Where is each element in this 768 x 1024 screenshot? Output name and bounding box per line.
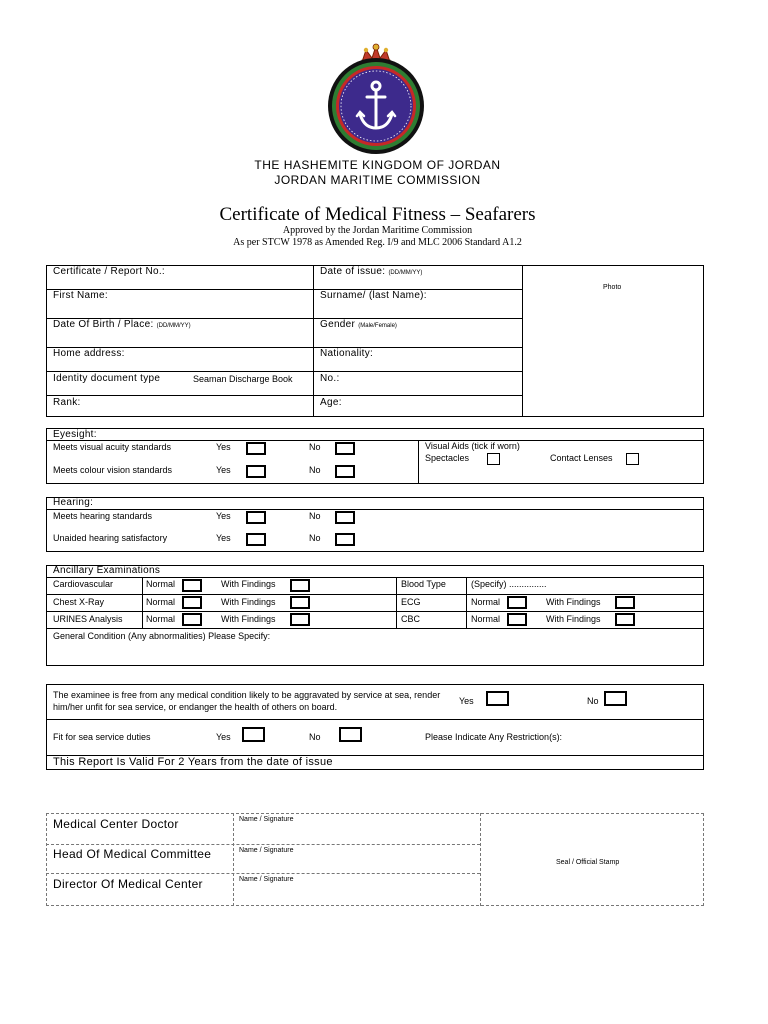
cardiovascular-findings-checkbox[interactable]	[290, 579, 310, 592]
spectacles-checkbox[interactable]	[487, 453, 500, 465]
cardiovascular-findings-label: With Findings	[221, 579, 276, 589]
urines-label: URINES Analysis	[53, 614, 123, 624]
cbc-label: CBC	[401, 614, 421, 624]
date-of-issue-label: Date of issue: (DD/MM/YY)	[320, 266, 423, 277]
urines-findings-checkbox[interactable]	[290, 613, 310, 626]
visual-acuity-yes-label: Yes	[216, 442, 231, 452]
approval-line: Approved by the Jordan Maritime Commission	[282, 225, 473, 236]
nationality-label: Nationality:	[320, 348, 374, 359]
fit-for-duty-label: Fit for sea service duties	[53, 732, 151, 742]
cbc-normal-label: Normal	[471, 614, 501, 624]
unaided-hearing-label: Unaided hearing satisfactory	[53, 533, 168, 543]
fit-for-duty-yes-label: Yes	[216, 732, 231, 742]
certificate-no-label: Certificate / Report No.:	[53, 266, 165, 277]
contact-lenses-label: Contact Lenses	[550, 453, 613, 463]
urines-normal-label: Normal	[146, 614, 176, 624]
examinee-statement: The examinee is free from any medical condition likely to be aggravated by service at sea, render him/her unfit for sea service, or endanger the health of others on board.	[53, 690, 441, 712]
seal-official-stamp-area: Seal / Official Stamp	[556, 859, 620, 866]
general-condition-label: General Condition (Any abnormalities) Please Specify:	[53, 631, 271, 641]
examinee-no-checkbox[interactable]	[604, 691, 627, 706]
eyesight-title: Eyesight:	[53, 429, 97, 440]
visual-aids-label: Visual Aids (tick if worn)	[425, 441, 520, 451]
validity-note: This Report Is Valid For 2 Years from the date of issue	[53, 756, 333, 768]
id-doc-type-value: Seaman Discharge Book	[193, 374, 293, 384]
chest-xray-label: Chest X-Ray	[53, 597, 105, 607]
examinee-no-label: No	[587, 696, 599, 706]
blood-type-label: Blood Type	[401, 579, 446, 589]
medical-center-doctor-label: Medical Center Doctor	[53, 817, 179, 831]
head-medical-committee-label: Head Of Medical Committee	[53, 847, 212, 861]
first-name-label: First Name:	[53, 290, 108, 301]
cbc-findings-label: With Findings	[546, 614, 601, 624]
unaided-hearing-no-label: No	[309, 533, 321, 543]
ancillary-title: Ancillary Examinations	[53, 565, 161, 576]
hearing-standards-no-checkbox[interactable]	[335, 511, 355, 524]
urines-normal-checkbox[interactable]	[182, 613, 202, 626]
visual-acuity-no-checkbox[interactable]	[335, 442, 355, 455]
commission-line: JORDAN MARITIME COMMISSION	[274, 173, 481, 187]
examinee-yes-checkbox[interactable]	[486, 691, 509, 706]
cbc-findings-checkbox[interactable]	[615, 613, 635, 626]
hearing-standards-yes-checkbox[interactable]	[246, 511, 266, 524]
jordan-maritime-commission-emblem	[322, 42, 430, 154]
colour-vision-label: Meets colour vision standards	[53, 465, 173, 475]
ancillary-section	[46, 565, 704, 666]
gender-label: Gender (Male/Female)	[320, 319, 397, 330]
age-label: Age:	[320, 397, 342, 408]
cardiovascular-normal-label: Normal	[146, 579, 176, 589]
chest-xray-normal-label: Normal	[146, 597, 176, 607]
chest-xray-findings-label: With Findings	[221, 597, 276, 607]
urines-findings-label: With Findings	[221, 614, 276, 624]
visual-acuity-yes-checkbox[interactable]	[246, 442, 266, 455]
hearing-standards-yes-label: Yes	[216, 511, 231, 521]
surname-label: Surname/ (last Name):	[320, 290, 427, 301]
cardiovascular-label: Cardiovascular	[53, 579, 114, 589]
country-line: THE HASHEMITE KINGDOM OF JORDAN	[254, 158, 501, 172]
chest-xray-normal-checkbox[interactable]	[182, 596, 202, 609]
ecg-normal-checkbox[interactable]	[507, 596, 527, 609]
visual-acuity-no-label: No	[309, 442, 321, 452]
contact-lenses-checkbox[interactable]	[626, 453, 639, 465]
page-title: Certificate of Medical Fitness – Seafarers	[219, 204, 536, 225]
ecg-findings-label: With Findings	[546, 597, 601, 607]
ecg-findings-checkbox[interactable]	[615, 596, 635, 609]
standard-line: As per STCW 1978 as Amended Reg. I/9 and MLC 2006 Standard A1.2	[233, 237, 522, 248]
colour-vision-no-label: No	[309, 465, 321, 475]
doctor-name-signature-field[interactable]: Name / Signature	[239, 816, 294, 823]
restrictions-label: Please Indicate Any Restriction(s):	[425, 732, 563, 742]
fit-for-duty-no-label: No	[309, 732, 321, 742]
hearing-section	[46, 497, 704, 552]
fit-for-duty-no-checkbox[interactable]	[339, 727, 362, 742]
rank-label: Rank:	[53, 397, 81, 408]
colour-vision-yes-checkbox[interactable]	[246, 465, 266, 478]
id-doc-type-label: Identity document type	[53, 373, 161, 384]
head-name-signature-field[interactable]: Name / Signature	[239, 847, 294, 854]
visual-acuity-label: Meets visual acuity standards	[53, 442, 172, 452]
spectacles-label: Spectacles	[425, 453, 470, 463]
ecg-normal-label: Normal	[471, 597, 501, 607]
examinee-yes-label: Yes	[459, 696, 474, 706]
hearing-standards-no-label: No	[309, 511, 321, 521]
chest-xray-findings-checkbox[interactable]	[290, 596, 310, 609]
blood-type-specify: (Specify) ...............	[471, 579, 547, 589]
unaided-hearing-yes-checkbox[interactable]	[246, 533, 266, 546]
colour-vision-no-checkbox[interactable]	[335, 465, 355, 478]
photo-placeholder: Photo	[603, 284, 622, 291]
id-no-label: No.:	[320, 373, 340, 384]
cardiovascular-normal-checkbox[interactable]	[182, 579, 202, 592]
home-address-label: Home address:	[53, 348, 125, 359]
director-name-signature-field[interactable]: Name / Signature	[239, 876, 294, 883]
hearing-title: Hearing:	[53, 497, 94, 508]
unaided-hearing-yes-label: Yes	[216, 533, 231, 543]
unaided-hearing-no-checkbox[interactable]	[335, 533, 355, 546]
ecg-label: ECG	[401, 597, 421, 607]
cbc-normal-checkbox[interactable]	[507, 613, 527, 626]
dob-label: Date Of Birth / Place: (DD/MM/YY)	[53, 319, 191, 330]
fit-for-duty-yes-checkbox[interactable]	[242, 727, 265, 742]
colour-vision-yes-label: Yes	[216, 465, 231, 475]
hearing-standards-label: Meets hearing standards	[53, 511, 153, 521]
director-medical-center-label: Director Of Medical Center	[53, 877, 203, 891]
